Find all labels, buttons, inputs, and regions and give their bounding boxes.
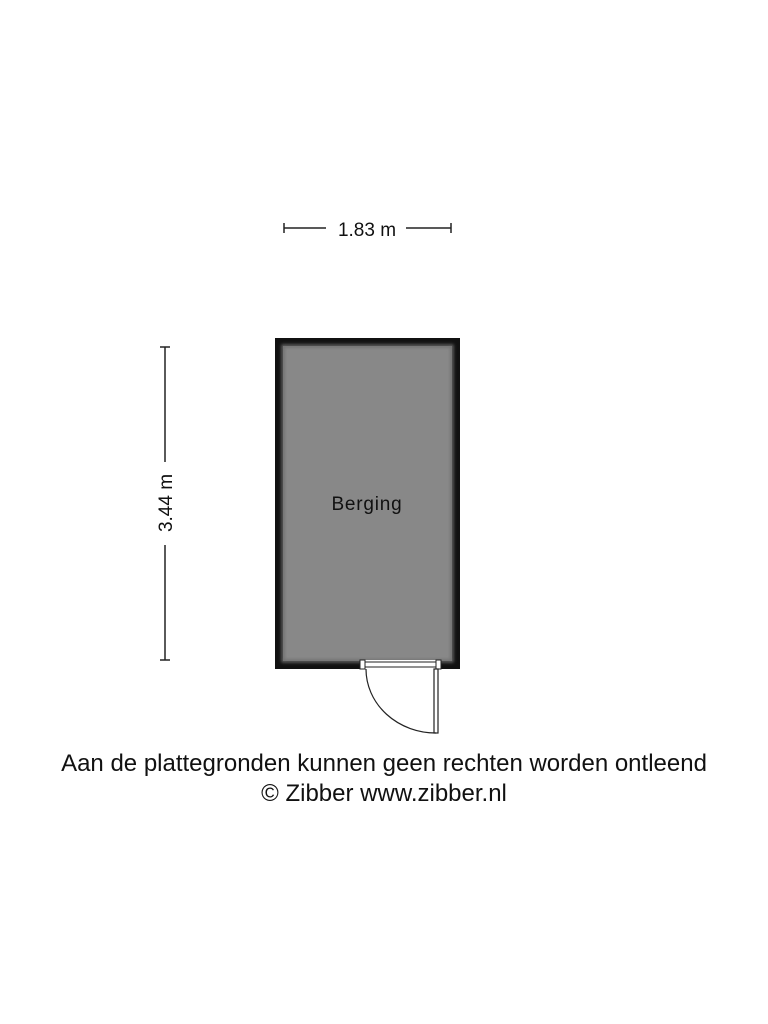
height-dimension-label: 3.44 m [156,473,177,533]
door-jamb-left [360,660,365,669]
door-jamb-right [436,660,441,669]
disclaimer-text: Aan de plattegronden kunnen geen rechten worden ontleend [61,750,707,777]
door-swing-arc [366,669,436,733]
width-dimension-label: 1.83 m [337,220,397,241]
copyright-text: © Zibber www.zibber.nl [261,780,507,807]
door-leaf [434,669,438,733]
room-label: Berging [331,494,403,515]
